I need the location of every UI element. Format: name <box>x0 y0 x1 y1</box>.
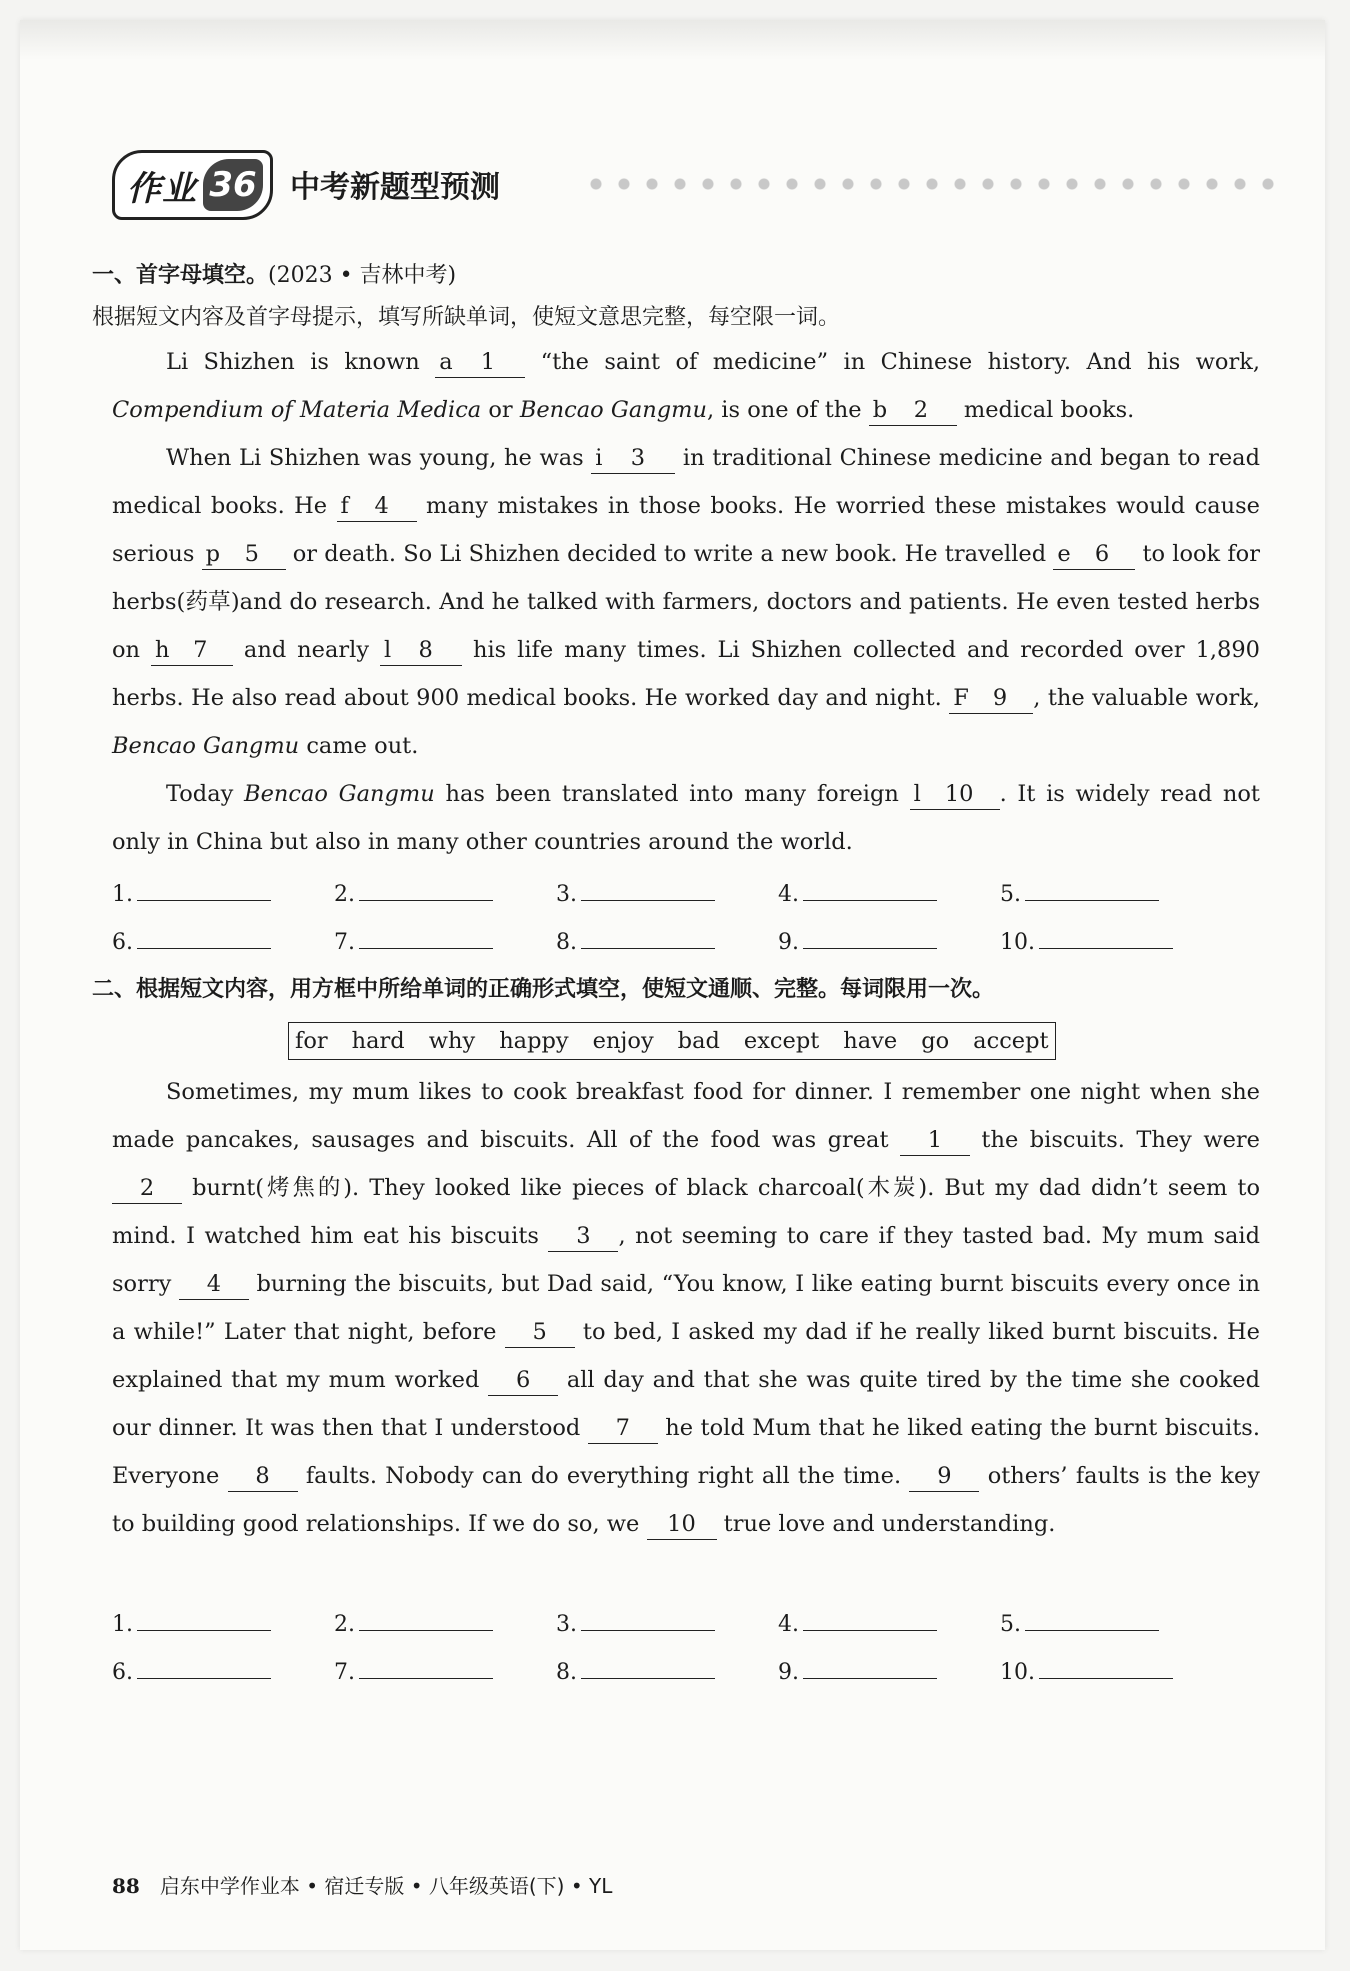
answer-line[interactable] <box>803 1656 937 1679</box>
decorative-dots <box>582 178 1282 190</box>
answer-row <box>112 878 1262 926</box>
answer-label: 4. <box>778 882 799 907</box>
section1-title <box>92 258 456 289</box>
text: he told Mum that he liked eating the burnt biscuits. Everyone <box>112 1415 1260 1489</box>
blank-number: 4 <box>374 493 389 519</box>
text: burnt(烤焦的). They looked like pieces of black charcoal(木炭). But my dad didn’t seem to mind. I watched him eat his biscuits <box>112 1175 1260 1249</box>
paragraph <box>112 338 1260 434</box>
answer-slot[interactable] <box>112 1656 271 1685</box>
text: the biscuits. They were <box>969 1127 1260 1153</box>
answer-label: 3. <box>556 1612 577 1637</box>
answer-line[interactable] <box>803 878 937 901</box>
answer-line[interactable] <box>1025 878 1159 901</box>
blank-initial: F <box>953 685 969 711</box>
paragraph <box>112 770 1260 866</box>
answer-slot[interactable] <box>1000 1656 1173 1685</box>
answer-slot[interactable] <box>1000 1608 1159 1637</box>
text: , is one of the <box>707 397 869 423</box>
word-option: for <box>295 1028 328 1054</box>
blank-4[interactable]: 4 <box>179 1269 249 1300</box>
word-option: happy <box>499 1028 569 1054</box>
page-title: 中考新题型预测 <box>290 170 500 205</box>
word-box <box>288 1022 1056 1060</box>
scan-shade <box>20 20 1325 60</box>
blank-initial: h <box>154 637 170 663</box>
answer-line[interactable] <box>137 1656 271 1679</box>
blank-10[interactable]: 10 <box>647 1509 717 1540</box>
text: burning the biscuits, but Dad said, “You know, I like eating burnt biscuits every once in a while!” Later that night, before <box>112 1271 1260 1345</box>
text: Li Shizhen is known <box>166 349 436 375</box>
answer-row <box>112 1656 1262 1704</box>
answer-label: 5. <box>1000 882 1021 907</box>
word-option: except <box>743 1028 820 1054</box>
answer-line[interactable] <box>359 878 493 901</box>
blank-8[interactable]: 8 <box>228 1461 298 1492</box>
answer-slot[interactable] <box>112 926 271 955</box>
text: came out. <box>299 733 419 759</box>
word-option: go <box>921 1028 950 1054</box>
answer-label: 8. <box>556 1660 577 1685</box>
blank-8[interactable] <box>380 635 462 666</box>
answer-slot[interactable] <box>334 1656 493 1685</box>
blank-initial: l <box>913 781 921 807</box>
text: many mistakes in those books. He worried these mistakes would cause serious <box>112 493 1260 567</box>
blank-number: 2 <box>913 397 929 423</box>
blank-initial: p <box>205 541 220 567</box>
answer-label: 6. <box>112 1660 133 1685</box>
answer-label: 8. <box>556 930 577 955</box>
answer-label: 6. <box>112 930 133 955</box>
answer-label: 9. <box>778 1660 799 1685</box>
section2-passage <box>112 1068 1260 1548</box>
answer-line[interactable] <box>1039 926 1173 949</box>
word-option: enjoy <box>592 1028 654 1054</box>
text: and nearly <box>232 637 381 663</box>
text: Today <box>166 781 245 807</box>
text: others’ faults is the key to building good relationships. If we do so, we <box>112 1463 1260 1537</box>
answer-line[interactable] <box>137 1608 271 1631</box>
blank-initial: a <box>439 349 453 375</box>
badge-label: 作业 <box>127 169 197 209</box>
answer-slot[interactable] <box>112 878 271 907</box>
blank-10[interactable] <box>910 779 1000 810</box>
answer-line[interactable] <box>581 1608 715 1631</box>
section1-source: (2023 • 吉林中考) <box>268 263 457 288</box>
answer-line[interactable] <box>359 1608 493 1631</box>
answer-label: 1. <box>112 882 133 907</box>
assignment-badge <box>112 150 273 220</box>
word-option: bad <box>677 1028 720 1054</box>
blank-initial: i <box>595 445 603 471</box>
answer-label: 7. <box>334 930 355 955</box>
word-option: accept <box>973 1028 1049 1054</box>
blank-number: 8 <box>418 637 433 663</box>
answer-slot[interactable] <box>556 1656 715 1685</box>
answer-slot[interactable] <box>556 1608 715 1637</box>
answer-slot[interactable] <box>556 926 715 955</box>
blank-9[interactable] <box>949 683 1033 714</box>
answer-line[interactable] <box>359 926 493 949</box>
answer-slot[interactable] <box>1000 926 1173 955</box>
page-footer <box>112 1870 612 1899</box>
answer-line[interactable] <box>581 878 715 901</box>
text: or death. So Li Shizhen decided to write a new book. He travelled <box>285 541 1054 567</box>
answer-row <box>112 926 1262 974</box>
blank-3[interactable]: 3 <box>548 1221 618 1252</box>
text: medical books. <box>956 397 1135 423</box>
answer-slot[interactable] <box>334 926 493 955</box>
blank-4[interactable] <box>337 491 417 522</box>
section2-title: 二、根据短文内容，用方框中所给单词的正确形式填空，使短文通顺、完整。每词限用一次。 <box>92 977 995 1002</box>
text: true love and understanding. <box>716 1511 1056 1537</box>
section1-answer-grid <box>112 878 1262 974</box>
answer-line[interactable] <box>581 926 715 949</box>
blank-3[interactable] <box>591 443 675 474</box>
blank-6[interactable]: 6 <box>488 1365 558 1396</box>
blank-number: 10 <box>944 781 974 807</box>
blank-initial: l <box>384 637 392 663</box>
answer-label: 3. <box>556 882 577 907</box>
blank-2[interactable] <box>869 395 957 426</box>
section1-passage <box>112 338 1260 866</box>
book-title: Compendium of Materia Medica <box>112 397 482 423</box>
text: , not seeming to care if they tasted bad. My mum said sorry <box>112 1223 1261 1297</box>
answer-slot[interactable] <box>1000 878 1159 907</box>
paragraph <box>112 1068 1260 1548</box>
text: “the saint of medicine” in Chinese history. And his work, <box>525 349 1260 375</box>
answer-slot[interactable] <box>778 1656 937 1685</box>
answer-line[interactable] <box>137 878 271 901</box>
answer-line[interactable] <box>581 1656 715 1679</box>
book-title: 启东中学作业本 • 宿迁专版 • 八年级英语(下) • YL <box>159 1874 613 1898</box>
blank-5[interactable] <box>202 539 286 570</box>
blank-7[interactable] <box>151 635 233 666</box>
book-title: Bencao Gangmu <box>244 781 435 807</box>
section2-answer-grid <box>112 1608 1262 1704</box>
answer-label: 10. <box>1000 1660 1035 1685</box>
answer-label: 1. <box>112 1612 133 1637</box>
blank-7[interactable]: 7 <box>588 1413 658 1444</box>
blank-initial: f <box>340 493 349 519</box>
text: When Li Shizhen was young, he was <box>166 445 592 471</box>
answer-label: 2. <box>334 1612 355 1637</box>
section1-heading: 一、首字母填空。 <box>92 263 269 288</box>
word-option: have <box>843 1028 898 1054</box>
blank-number: 6 <box>1094 541 1110 567</box>
text: has been translated into many foreign <box>434 781 910 807</box>
answer-line[interactable] <box>137 926 271 949</box>
answer-slot[interactable] <box>778 878 937 907</box>
blank-number: 5 <box>244 541 259 567</box>
text: his life many times. Li Shizhen collected and recorded over 1,890 herbs. He also read about 900 medical books. He worked day and night. <box>112 637 1260 711</box>
book-title: Bencao Gangmu <box>519 397 707 423</box>
page-number: 88 <box>112 1874 140 1898</box>
badge-number: 36 <box>203 159 263 211</box>
blank-6[interactable] <box>1053 539 1135 570</box>
text: . It is widely read not only in China but also in many other countries around the world. <box>112 781 1260 855</box>
blank-9[interactable]: 9 <box>909 1461 979 1492</box>
text: , the valuable work, <box>1033 685 1260 711</box>
answer-line[interactable] <box>803 1608 937 1631</box>
answer-label: 10. <box>1000 930 1035 955</box>
word-option: why <box>428 1028 476 1054</box>
answer-slot[interactable] <box>334 1608 493 1637</box>
answer-label: 2. <box>334 882 355 907</box>
blank-number: 1 <box>480 349 496 375</box>
text: in traditional Chinese medicine and began to read medical books. He <box>112 445 1260 519</box>
text: to look for herbs(药草)and do research. And he talked with farmers, doctors and patients. He even tested herbs on <box>112 541 1260 663</box>
blank-1[interactable] <box>435 347 525 378</box>
blank-1[interactable]: 1 <box>900 1125 970 1156</box>
word-option: hard <box>351 1028 405 1054</box>
text: faults. Nobody can do everything right all the time. <box>297 1463 910 1489</box>
answer-slot[interactable] <box>556 878 715 907</box>
book-title: Bencao Gangmu <box>112 733 300 759</box>
blank-number: 9 <box>992 685 1008 711</box>
answer-slot[interactable] <box>112 1608 271 1637</box>
section1-instruction: 根据短文内容及首字母提示，填写所缺单词，使短文意思完整，每空限一词。 <box>92 305 841 330</box>
answer-label: 9. <box>778 930 799 955</box>
answer-slot[interactable] <box>778 926 937 955</box>
answer-label: 5. <box>1000 1612 1021 1637</box>
answer-line[interactable] <box>803 926 937 949</box>
answer-row <box>112 1608 1262 1656</box>
answer-line[interactable] <box>359 1656 493 1679</box>
text: Sometimes, my mum likes to cook breakfast food for dinner. I remember one night when she made pancakes, sausages and biscuits. All of the food was great <box>112 1079 1260 1153</box>
answer-slot[interactable] <box>778 1608 937 1637</box>
answer-label: 4. <box>778 1612 799 1637</box>
blank-number: 3 <box>630 445 646 471</box>
text: all day and that she was quite tired by the time she cooked our dinner. It was then that I understood <box>112 1367 1261 1441</box>
answer-label: 7. <box>334 1660 355 1685</box>
blank-number: 7 <box>193 637 208 663</box>
paragraph <box>112 434 1260 770</box>
blank-2[interactable]: 2 <box>112 1173 182 1204</box>
blank-5[interactable]: 5 <box>505 1317 575 1348</box>
text: to bed, I asked my dad if he really liked burnt biscuits. He explained that my mum worked <box>112 1319 1260 1393</box>
blank-initial: e <box>1057 541 1071 567</box>
answer-line[interactable] <box>1025 1608 1159 1631</box>
answer-line[interactable] <box>1039 1656 1173 1679</box>
answer-slot[interactable] <box>334 878 493 907</box>
blank-initial: b <box>872 397 888 423</box>
text: or <box>481 397 520 423</box>
